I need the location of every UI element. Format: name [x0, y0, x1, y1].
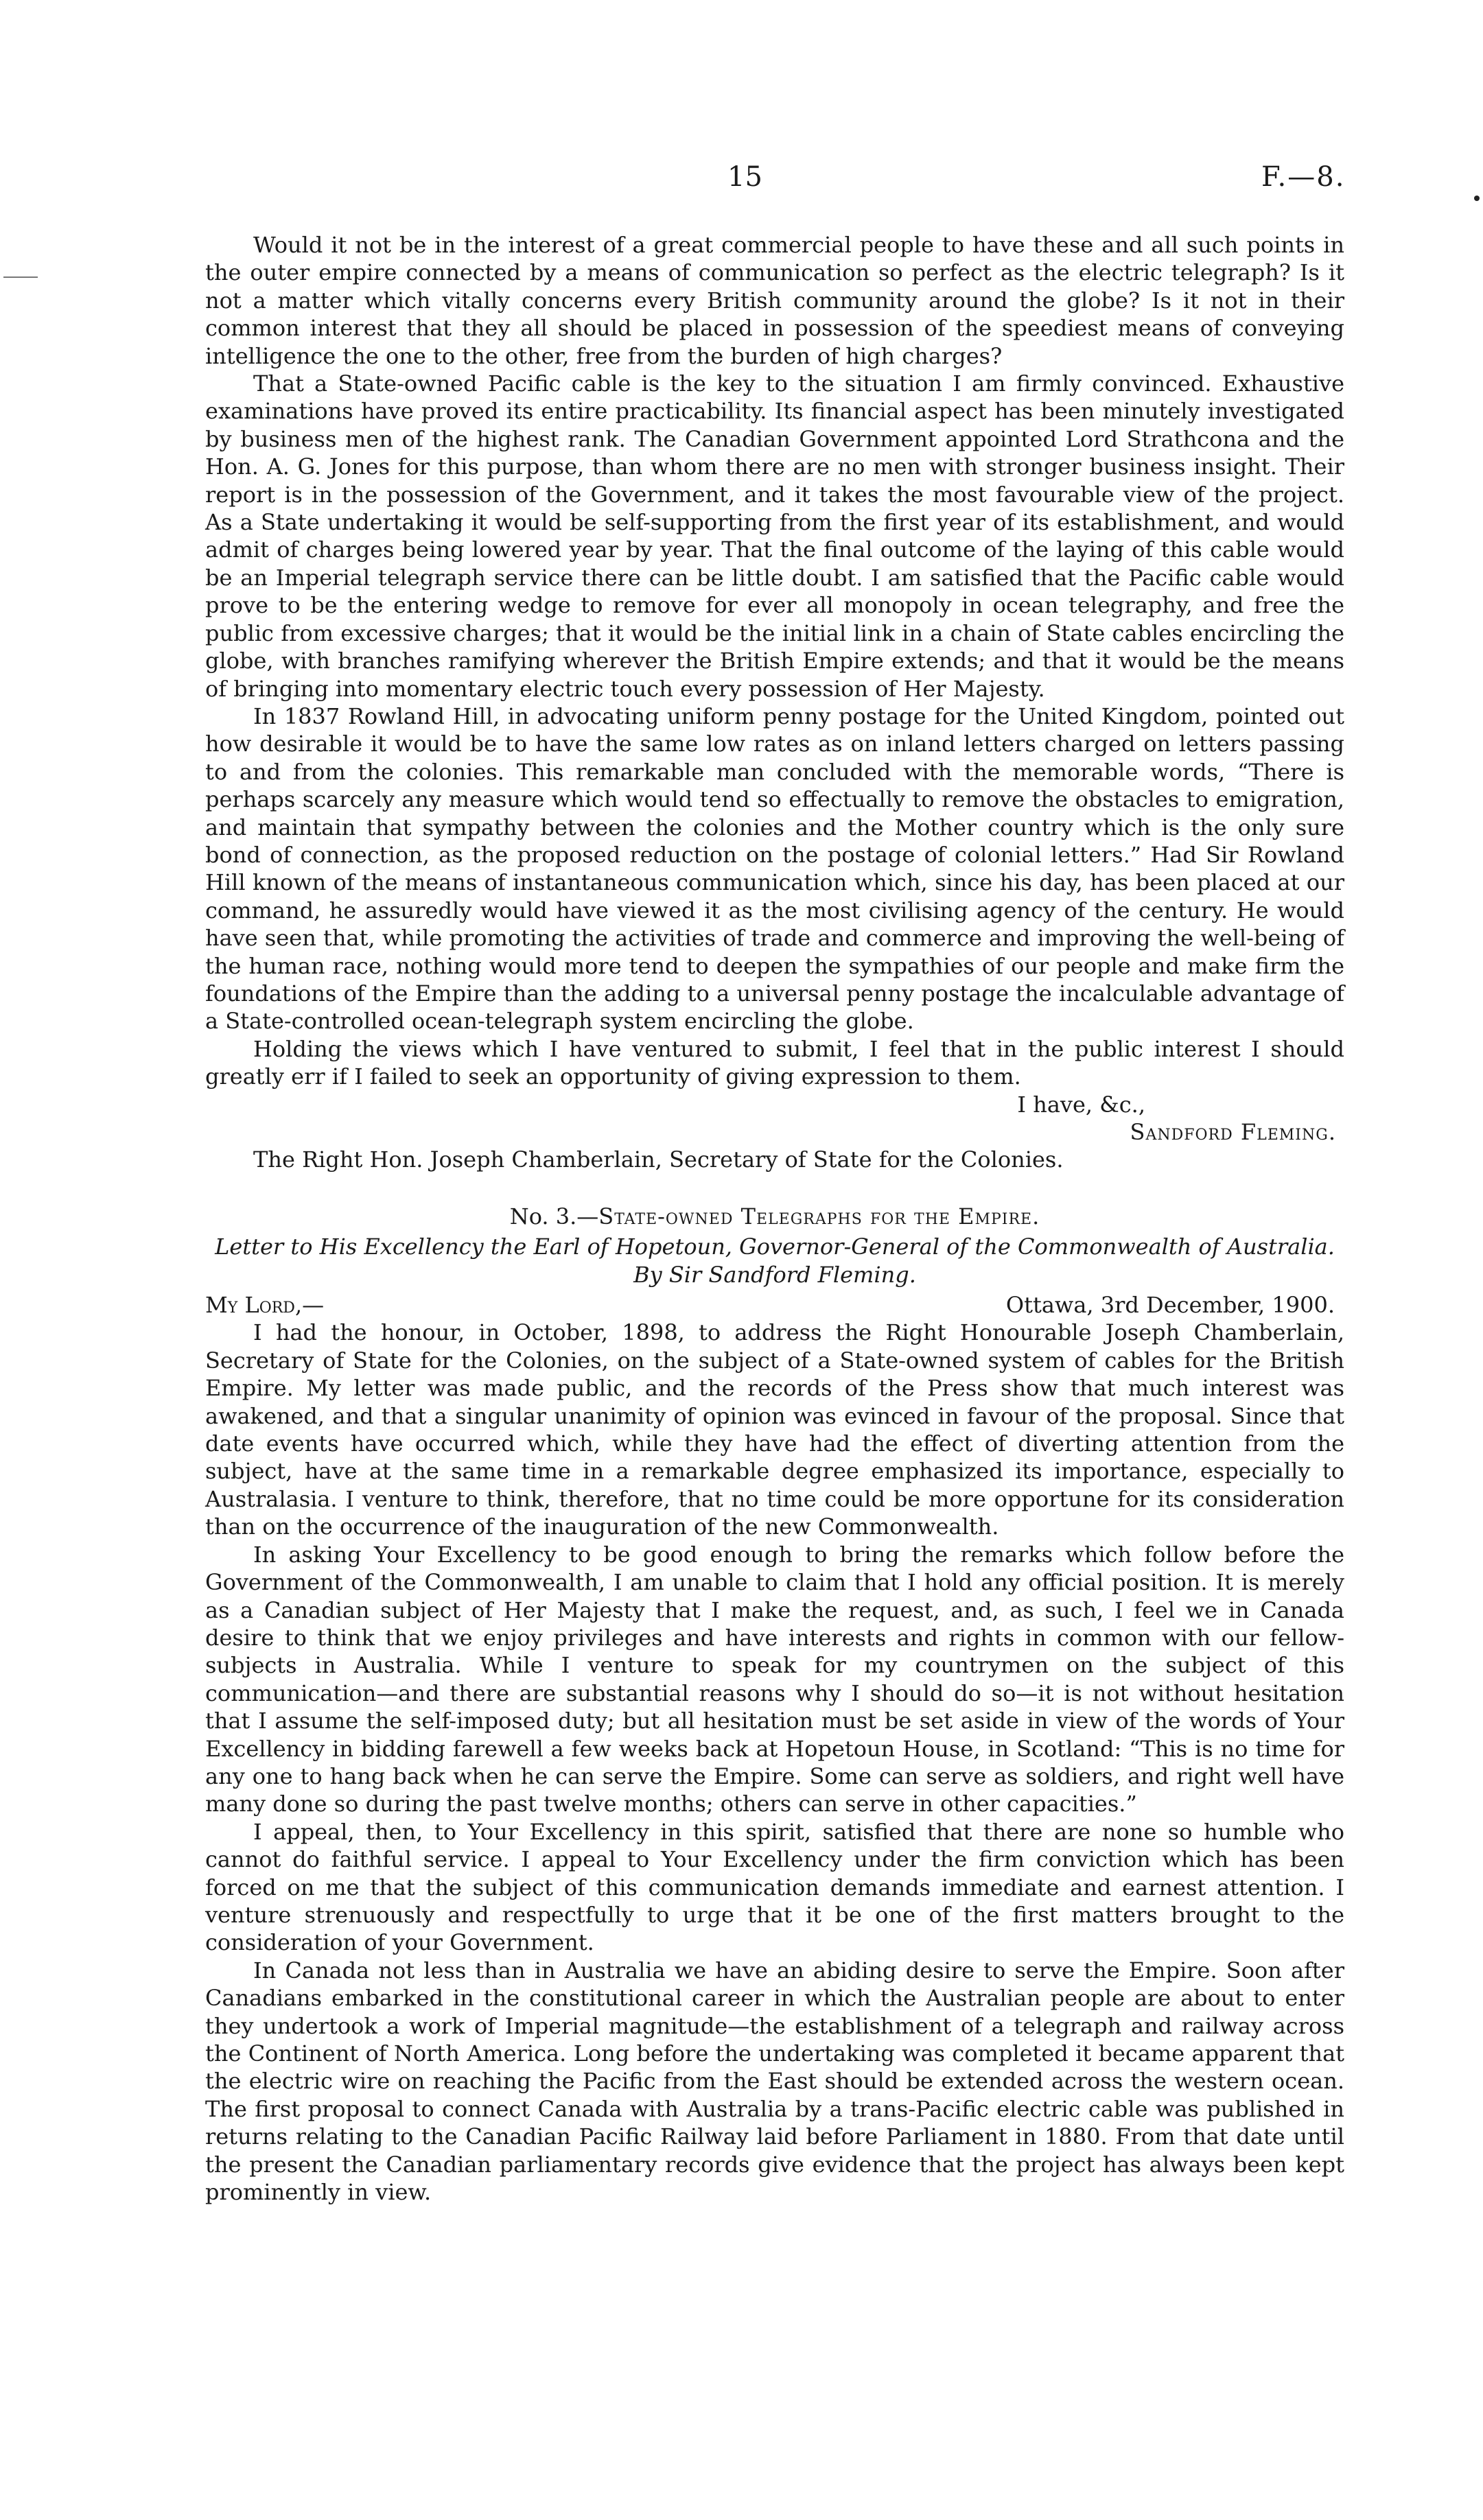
signature: Sandford Fleming.: [1130, 1119, 1336, 1145]
page-number: 15: [727, 161, 762, 193]
body-text: [205, 231, 1344, 2206]
salutation-line: [205, 1291, 1344, 1319]
salutation: My Lord,—: [205, 1292, 325, 1319]
document-reference: F.—8.: [1261, 161, 1346, 193]
section-title: State-owned Telegraphs for the Empire.: [598, 1203, 1040, 1229]
margin-mark: [3, 276, 38, 278]
recipient-line: The Right Hon. Joseph Chamberlain, Secretary of State for the Colonies.: [253, 1146, 1064, 1173]
paragraph: That a State-owned Pacific cable is the key to the situation I am firmly convinced. Exhaustive examinations have proved its entire practicability. Its financial aspect has been minutely investigated by business men of the highest rank. The Canadian Government appointed Lord Strathcona and the Hon. A. G. Jones for this purpose, than whom there are no men with stronger business insight. Their report is in the possession of the Government, and it takes the most favourable view of the project. As a State undertaking it would be self-supporting from the first year of its establishment, and would admit of charges being lowered year by year. That the final outcome of the laying of this cable would be an Imperial telegraph service there can be little doubt. I am satisfied that the Pacific cable would prove to be the entering wedge to remove for ever all monopoly in ocean telegraphy, and free the public from excessive charges; that it would be the initial link in a chain of State cables encircling the globe, with branches ramifying wherever the British Empire extends; and that it would be the means of bringing into momentary electric touch every possession of Her Majesty.: [205, 370, 1344, 702]
dateline: Ottawa, 3rd December, 1900.: [1005, 1292, 1335, 1319]
section-number: No. 3.—: [509, 1203, 599, 1229]
letter-paragraph: I had the honour, in October, 1898, to address the Right Honourable Joseph Chamberlain, Secretary of State for the Colonies, on the subject of a State-owned system of cables for the British Empire. My letter was made public, and the records of the Press show that much interest was awakened, and that a singular unanimity of opinion was evinced in favour of the proposal. Since that date events have occurred which, while they have had the effect of diverting attention from the subject, have at the same time in a remarkable degree emphasized its importance, especially to Australasia. I venture to think, therefore, that no time could be more opportune for its consideration than on the occurrence of the inauguration of the new Commonwealth.: [205, 1319, 1344, 1540]
paragraph: Would it not be in the interest of a great commercial people to have these and all such points in the outer empire connected by a means of communication so perfect as the electric telegraph? Is it not a matter which vitally concerns every British community around the globe? Is it not in their common interest that they all should be placed in possession of the speediest means of conveying intelligence the one to the other, free from the burden of high charges?: [205, 232, 1344, 369]
letter-paragraph: In Canada not less than in Australia we have an abiding desire to serve the Empire. Soon after Canadians embarked in the constitutional career in which the Australian people are about to enter they undertook a work of Imperial magnitude—the establishment of a telegraph and railway across the Continent of North America. Long before the undertaking was completed it became apparent that the electric wire on reaching the Pacific from the East should be extended across the western ocean. The first proposal to connect Canada with Australia by a trans-Pacific electric cable was published in returns relating to the Canadian Pacific Railway laid before Parliament in 1880. From that date until the present the Canadian parliamentary records give evidence that the project has always been kept prominently in view.: [205, 1957, 1344, 2206]
letter-paragraph: I appeal, then, to Your Excellency in this spirit, satisfied that there are none so humble who cannot do faithful service. I appeal to Your Excellency under the firm conviction which has been forced on me that the subject of this communication demands immediate and earnest attention. I venture strenuously and respectfully to urge that it be one of the first matters brought to the consideration of your Government.: [205, 1818, 1344, 1956]
paragraph: In 1837 Rowland Hill, in advocating uniform penny postage for the United Kingdom, pointed out how desirable it would be to have the same low rates as on inland letters charged on letters passing to and from the colonies. This remarkable man concluded with the memorable words, “There is perhaps scarcely any measure which would tend so effectually to remove the obstacles to emigration, and maintain that sympathy between the colonies and the Mother country which is the only sure bond of connection, as the proposed reduction on the postage of colonial letters.” Had Sir Rowland Hill known of the means of instantaneous communication which, since his day, has been placed at our command, he assuredly would have viewed it as the most civilising agency of the century. He would have seen that, while promoting the activities of trade and commerce and improving the well-being of the human race, nothing would more tend to deepen the sympathies of our people and make firm the foundations of the Empire than the adding to a universal penny postage the incalculable advantage of a State-controlled ocean-telegraph system encircling the globe.: [205, 703, 1344, 1035]
page-header: [0, 161, 1483, 202]
sign-off: I have, &c.,: [1017, 1091, 1145, 1118]
paragraph: Holding the views which I have ventured to submit, I feel that in the public interest I should greatly err if I failed to seek an opportunity of giving expression to them.: [205, 1035, 1344, 1090]
letter-subtitle: Letter to His Excellency the Earl of Hopetoun, Governor-General of the Commonwealth of Australia. By Sir Sandford Fleming.: [215, 1234, 1335, 1288]
section-heading: [205, 1203, 1344, 1230]
letter-paragraph: In asking Your Excellency to be good enough to bring the remarks which follow before the Government of the Commonwealth, I am unable to claim that I hold any official position. It is merely as a Canadian subject of Her Majesty that I make the request, and, as such, I feel we in Canada desire to think that we enjoy privileges and have interests and rights in common with our fellow-subjects in Australia. While I venture to speak for my countrymen on the subject of this communication—and there are substantial reasons why I should do so—it is not without hesitation that I assume the self-imposed duty; but all hesitation must be set aside in view of the words of Your Excellency in bidding farewell a few weeks back at Hopetoun House, in Scotland: “This is no time for any one to hang back when he can serve the Empire. Some can serve as soldiers, and right well have many done so during the past twelve months; others can serve in other capacities.”: [205, 1541, 1344, 1817]
